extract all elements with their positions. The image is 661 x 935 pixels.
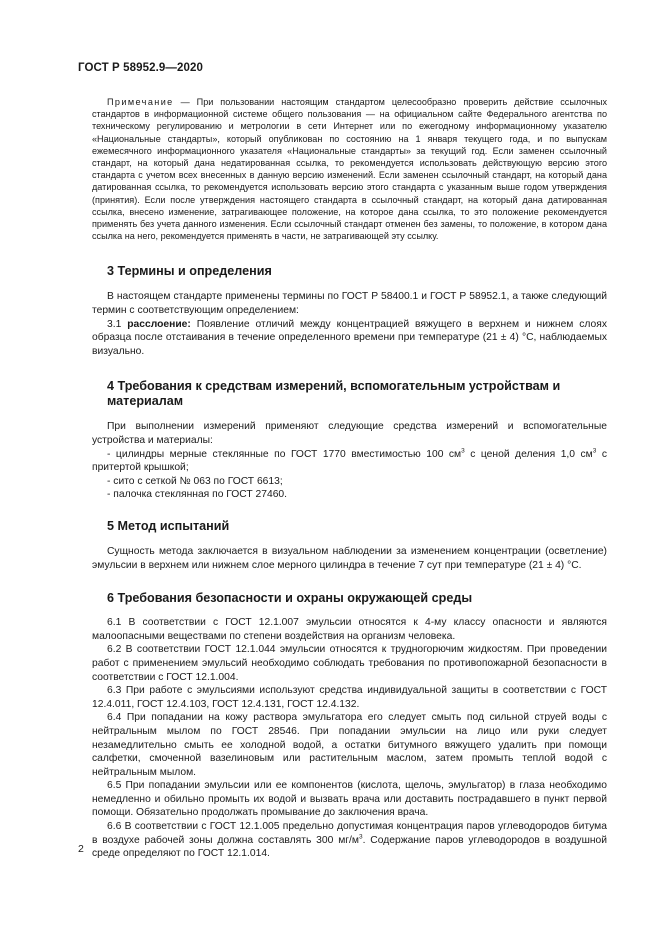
note-paragraph <box>92 96 607 242</box>
section-6-paragraph: 6.2 В соответствии ГОСТ 12.1.044 эмульсии относятся к трудногорючим жидкостям. При проведении работ с применением эмульсий необходимо соблюдать требования по противопожарной безопасности в соответствии с ГОСТ 12.1.004. <box>92 644 607 683</box>
section-6-title: 6 Требования безопасности и охраны окружающей среды <box>107 591 473 606</box>
section-3-title: 3 Термины и определения <box>107 264 272 279</box>
term-text: Появление отличий между концентрацией вяжущего в верхнем и нижнем слоях образца после отстаивания в течение определенного времени при температуре (21 ± 4) °С, наблюдаемых визуально. <box>92 318 607 357</box>
list-item: - сито с сеткой № 063 по ГОСТ 6613; <box>107 475 283 487</box>
term-number: 3.1 <box>107 318 128 330</box>
section-6-paragraph: 6.1 В соответствии с ГОСТ 12.1.007 эмульсии относятся к 4-му классу опасности и являются малоопасными веществами по степени воздействия на организм человека. <box>92 617 607 642</box>
section-3-paragraph: В настоящем стандарте применены термины по ГОСТ Р 58400.1 и ГОСТ Р 58952.1, а также следующий термин с соответствующим определением: <box>92 291 607 317</box>
section-6-paragraph: 6.4 При попадании на кожу раствора эмульгатора его следует смыть под сильной струей воды с нейтральным мылом по ГОСТ 28546. При попадании эмульсии на лицо или руки следует незамедлительно смыть ее холодной водой, а остатки битумного вяжущего удалить при помощи салфетки, смоченной вазелиновым или растительным маслом, затем промыть теплой водой с нейтральным мылом. <box>92 712 607 778</box>
section-4-paragraph: При выполнении измерений применяют следующие средства измерений и вспомогательные устройства и материалы: <box>92 421 607 446</box>
list-item: - цилиндры мерные стеклянные по ГОСТ 1770 вместимостью 100 $см^3$ с ценой деления 1,0 $см^3$ с притертой крышкой; <box>92 447 607 474</box>
note-text: — При пользовании настоящим стандартом целесообразно проверить действие ссылочных стандартов в информационной системе общего пользования — на официальном сайте Федерального агентства по техническому регулированию и метрологии в сети Интернет или по ежегодному информационному указателю «Национальные стандарты», который опубликован по состоянию на 1 января текущего года, и по выпускам ежемесячного информационного указателя «Национальные стандарты» за текущий год. Если заменен ссылочный стандарт, на который дана недатированная ссылка, то рекомендуется использовать действующую версию этого стандарта с учетом всех внесенных в данную версию изменений. Если заменен ссылочный стандарт, на который дана датированная ссылка, то рекомендуется использовать версию этого стандарта с указанным выше годом утверждения (принятия). Если после утверждения настоящего стандарта в ссылочный стандарт, на который дана датированная ссылка, внесено изменение, затрагивающее положение, на которое дана ссылка, то это положение рекомендуется применять без учета данного изменения. Если ссылочный стандарт отменен без замены, то положение, в котором дана ссылка на него, рекомендуется применять в части, не затрагивающей эту ссылку. <box>92 97 607 242</box>
section-5-paragraph: Сущность метода заключается в визуальном наблюдении за изменением концентрации (осветление) эмульсии в верхнем или нижнем слое мерного цилиндра в течение 7 сут при температуре (21 ± 4) °С. <box>92 545 607 571</box>
section-6-paragraph: 6.5 При попадании эмульсии или ее компонентов (кислота, щелочь, эмульгатор) в глаза необходимо немедленно и обильно промыть их водой и вызвать врача или доставить пострадавшего в пункт первой помощи. Обязательно продолжать промывание до заключения врача. <box>92 780 607 819</box>
note-label: Примечание <box>107 97 174 107</box>
document-header: ГОСТ Р 58952.9—2020 <box>78 62 203 74</box>
page-number: 2 <box>78 843 84 855</box>
section-6-paragraph: 6.3 При работе с эмульсиями используют средства индивидуальной защиты в соответствии с ГОСТ 12.4.011, ГОСТ 12.4.103, ГОСТ 12.4.131, ГОСТ 12.4.132. <box>92 685 607 710</box>
document-body <box>92 96 607 861</box>
list-item: - палочка стеклянная по ГОСТ 27460. <box>107 489 288 501</box>
section-4-title: 4 Требования к средствам измерений, вспомогательным устройствам и материалам <box>107 379 561 409</box>
term-name: расслоение: <box>127 318 191 330</box>
section-6-paragraph: 6.6 В соответствии с ГОСТ 12.1.005 предельно допустимая концентрация паров углеводородов битума в воздухе рабочей зоны должна составлять 300 $мг/м^3$. Содержание паров углеводородов в воздушной среде определяют по ГОСТ 12.1.014. <box>92 821 607 860</box>
term-definition <box>92 318 607 359</box>
section-5-title: 5 Метод испытаний <box>107 518 230 533</box>
